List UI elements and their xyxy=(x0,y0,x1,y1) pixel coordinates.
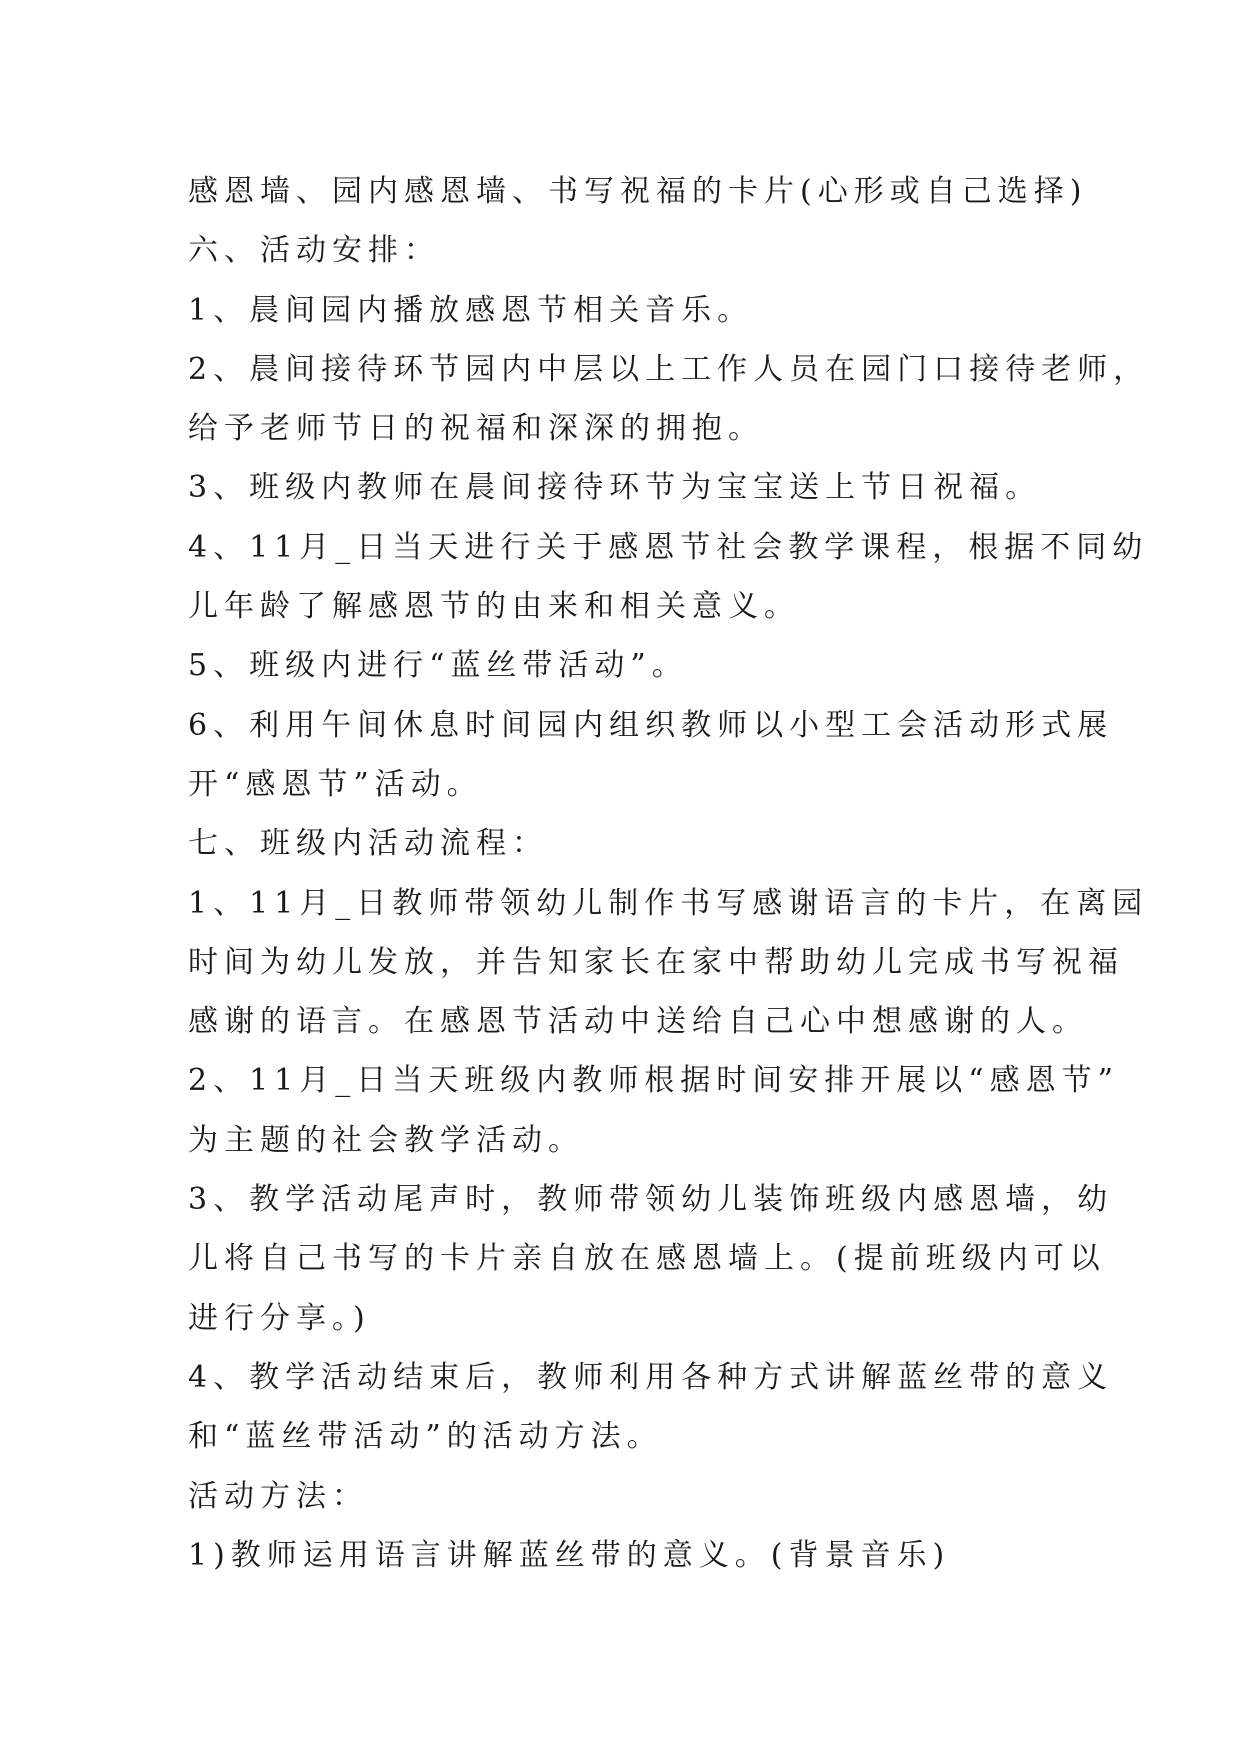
text-line: 2、11月_日当天班级内教师根据时间安排开展以“感恩节” xyxy=(188,1063,1119,1099)
subheading-activity-method: 活动方法： xyxy=(188,1478,368,1514)
text-line: 儿年龄了解感恩节的由来和相关意义。 xyxy=(188,589,800,625)
text-line: 进行分享。) xyxy=(188,1300,371,1336)
text-line: 3、教学活动尾声时，教师带领幼儿装饰班级内感恩墙，幼 xyxy=(188,1182,1114,1218)
text-line: 为主题的社会教学活动。 xyxy=(188,1122,584,1158)
text-line: 3、班级内教师在晨间接待环节为宝宝送上节日祝福。 xyxy=(188,470,1042,506)
section-heading-class-flow: 七、班级内活动流程： xyxy=(188,826,548,862)
text-line: 和“蓝丝带活动”的活动方法。 xyxy=(188,1419,663,1455)
text-line: 4、教学活动结束后，教师利用各种方式讲解蓝丝带的意义 xyxy=(188,1359,1114,1395)
section-heading-activity-schedule: 六、活动安排： xyxy=(188,233,440,269)
text-line: 1、晨间园内播放感恩节相关音乐。 xyxy=(188,292,754,328)
text-line: 5、班级内进行“蓝丝带活动”。 xyxy=(188,648,688,684)
text-line: 开“感恩节”活动。 xyxy=(188,766,483,802)
text-line: 给予老师节日的祝福和深深的拥抱。 xyxy=(188,411,764,447)
text-line: 6、利用午间休息时间园内组织教师以小型工会活动形式展 xyxy=(188,707,1114,743)
text-line: 儿将自己书写的卡片亲自放在感恩墙上。(提前班级内可以 xyxy=(188,1241,1106,1277)
text-line: 1、11月_日教师带领幼儿制作书写感谢语言的卡片，在离园 xyxy=(188,885,1149,921)
text-line: 4、11月_日当天进行关于感恩节社会教学课程，根据不同幼 xyxy=(188,529,1149,565)
text-line: 感恩墙、园内感恩墙、书写祝福的卡片(心形或自己选择) xyxy=(188,174,1088,209)
text-line: 1)教师运用语言讲解蓝丝带的意义。(背景音乐) xyxy=(188,1537,951,1573)
document-body xyxy=(188,162,1150,1585)
text-line: 时间为幼儿发放，并告知家长在家中帮助幼儿完成书写祝福 xyxy=(188,944,1124,980)
text-line: 2、晨间接待环节园内中层以上工作人员在园门口接待老师， xyxy=(188,351,1150,387)
text-line: 感谢的语言。在感恩节活动中送给自己心中想感谢的人。 xyxy=(188,1004,1088,1040)
